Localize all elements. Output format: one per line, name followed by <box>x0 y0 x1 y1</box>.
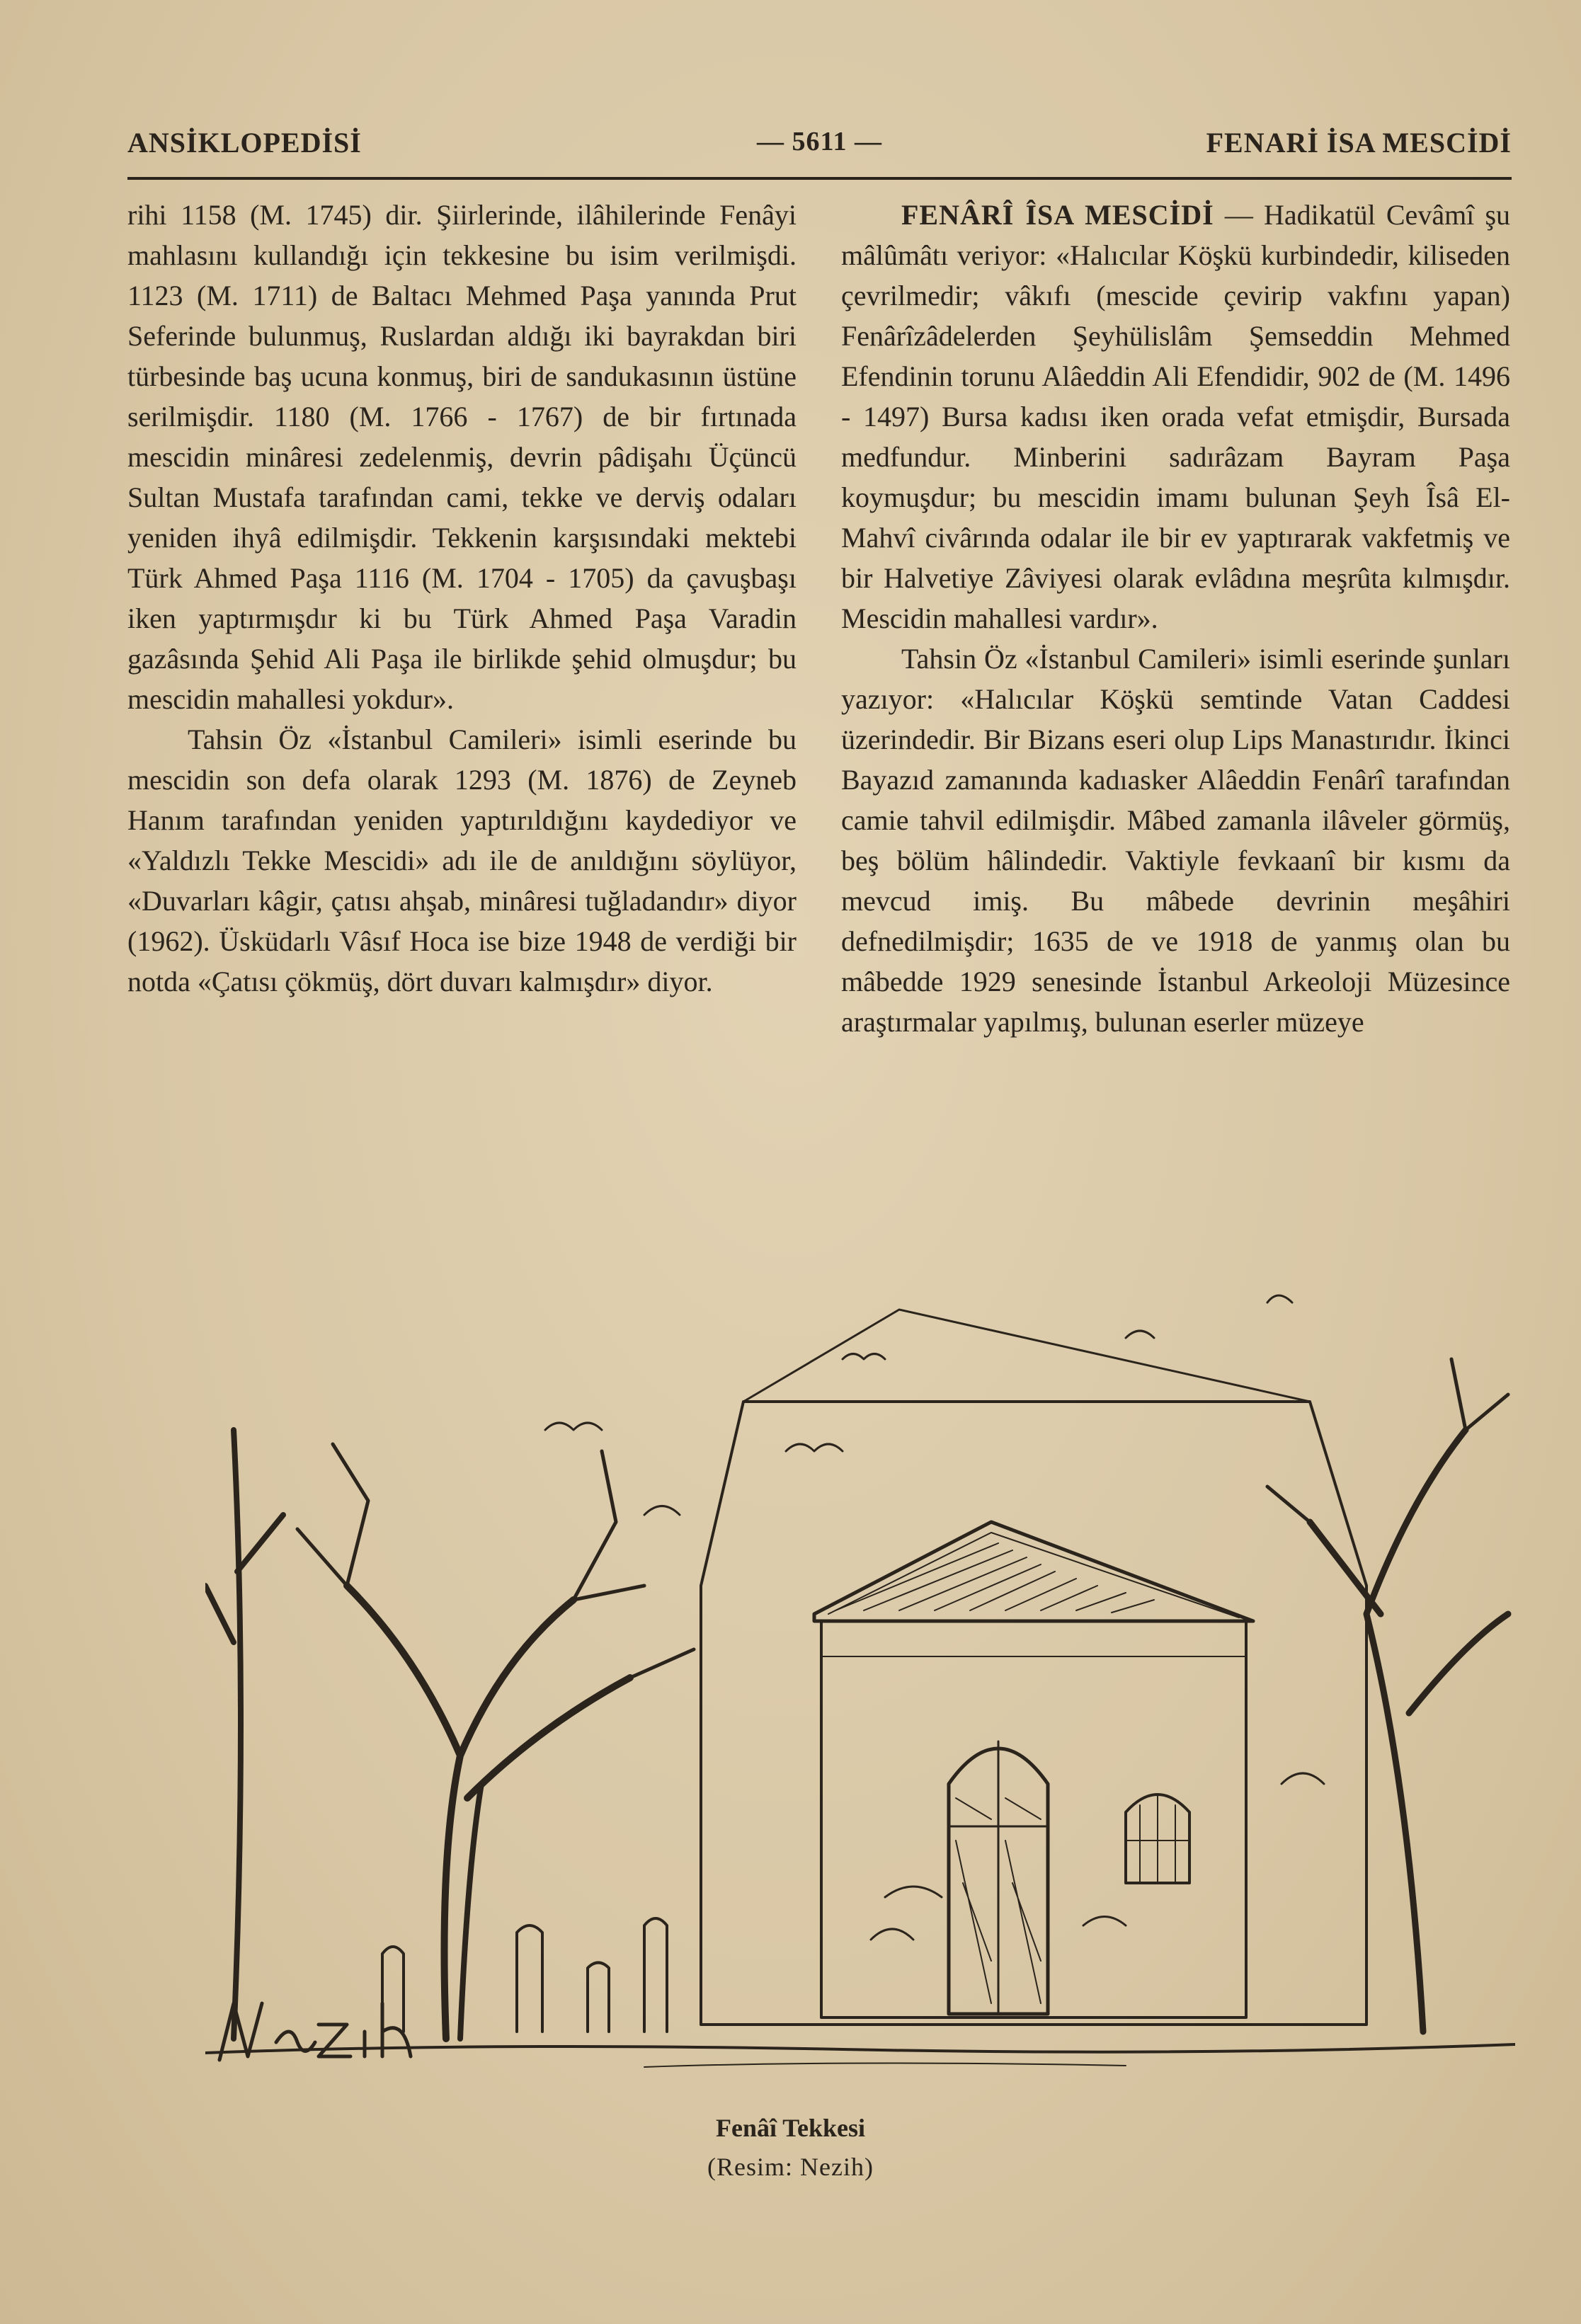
entry-title: FENÂRÎ ÎSA MESCİDİ <box>901 199 1214 231</box>
caption-title: Fenâî Tekkesi <box>715 2114 866 2142</box>
header-rule <box>127 177 1512 180</box>
left-paragraph-2: Tahsin Öz «İstanbul Camileri» isimli eserinde bu mescidin son defa olarak 1293 (M. 1876) de Zeyneb Hanım tarafından yeniden yaptırıldığını kaydediyor ve «Yaldızlı Tekke Mescidi» adı ile de anıldığını söylüyor, «Duvarları kâgir, çatısı ahşab, minâresi tuğladandır» diyor (1962). Üsküdarlı Vâsıf Hoca ise bize 1948 de verdiği bir notda «Çatısı çökmüş, dört duvarı kalmışdır» diyor. <box>127 723 797 997</box>
right-column <box>841 195 1510 1042</box>
header-left-title: ANSİKLOPEDİSİ <box>127 127 362 159</box>
right-paragraph-2: Tahsin Öz «İstanbul Camileri» isimli eserinde şunları yazıyor: «Halıcılar Köşkü semtinde Vatan Caddesi üzerindedir. Bir Bizans eseri olup Lips Manastırıdır. İkinci Bayazıd zamanında kadıasker Alâeddin Fenârî tarafından camie tahvil edilmişdir. Mâbed zamanla ilâveler görmüş, beş bölüm hâlindedir. Vaktiyle fevkaanî bir kısmı da mevcud imiş. Bu mâbede devrinin meşâhiri defnedilmişdir; 1635 de ve 1918 de yanmış olan bu mâbedde 1929 senesinde İstanbul Arkeoloji Müzesince araştırmalar yapılmış, bulunan eserler müzeye <box>841 643 1510 1038</box>
left-column <box>127 195 797 1002</box>
header-right-title: FENARİ İSA MESCİDİ <box>1206 127 1512 159</box>
caption-credit: (Resim: Nezih) <box>707 2153 874 2181</box>
entry-text: — Hadikatül Cevâmî şu mâlûmâtı veriyor: «Halıcılar Köşkü kurbindedir, kiliseden çevrilmedir; vâkıfı (mescide çevirip vakfını yapan) Fenârîzâdelerden Şeyhülislâm Şemseddin Mehmed Efendinin torunu Alâeddin Ali Efendidir, 902 de (M. 1496 - 1497) Bursa kadısı iken orada vefat etmişdir, Bursada medfundur. Minberini sadırâzam Bayram Paşa koymuşdur; bu mescidin imamı bulunan Şeyh Îsâ El-Mahvî civârında odalar ile bir ev yaptırarak vakfetmiş ve bir Halvetiye Zâviyesi olarak evlâdına meşrûta kılmışdır. Mescidin mahallesi vardır». <box>841 199 1511 634</box>
right-paragraph-1 <box>841 195 1510 639</box>
running-header <box>127 120 1512 170</box>
left-paragraph-1: rihi 1158 (M. 1745) dir. Şiirlerinde, ilâhilerinde Fenâyi mahlasını kullandığı için tekkesine bu isim verilmişdi. 1123 (M. 1711) de Baltacı Mehmed Paşa yanında Prut Seferinde bulunmuş, Ruslardan aldığı iki bayrakdan biri türbesinde baş ucuna konmuş, biri de sandukasının üstüne serilmişdir. 1180 (M. 1766 - 1767) de bir fırtınada mescidin minâresi zedelenmiş, devrin pâdişahı Üçüncü Sultan Mustafa tarafından cami, tekke ve derviş odaları yeniden ihyâ edilmişdir. Tekkenin karşısındaki mektebi Türk Ahmed Paşa 1116 (M. 1704 - 1705) da çavuşbaşı iken yaptırmışdır ki bu Türk Ahmed Paşa Varadin gazâsında Şehid Ali Paşa ile birlikde şehid olmuşdur; bu mescidin mahallesi yokdur». <box>127 199 797 715</box>
tekke-illustration <box>205 1218 1515 2095</box>
page-number: — 5611 — <box>757 127 882 156</box>
